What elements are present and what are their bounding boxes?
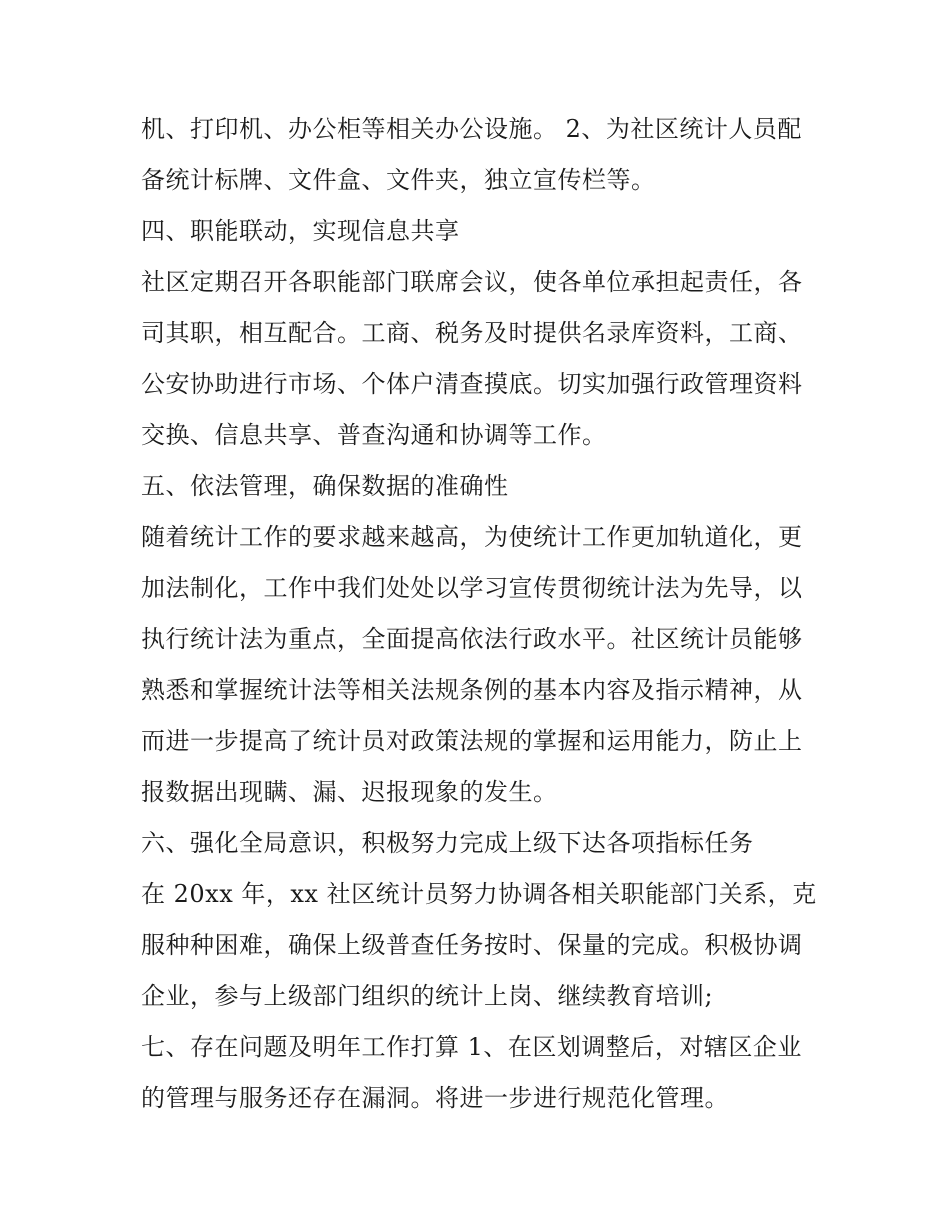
section-heading: 五、依法管理，确保数据的准确性: [141, 472, 509, 500]
text-line: 熟悉和掌握统计法等相关法规条例的基本内容及指示精神，从: [141, 676, 803, 704]
text-line: 机、打印机、办公柜等相关办公设施。 2、为社区统计人员配: [141, 115, 802, 143]
text-line: 随着统计工作的要求越来越高，为使统计工作更加轨道化，更: [141, 523, 803, 551]
text-line: 服种种困难，确保上级普查任务按时、保量的完成。积极协调: [141, 931, 803, 959]
section-heading: 七、存在问题及明年工作打算 1、在区划调整后，对辖区企业: [141, 1033, 802, 1061]
text-line: 而进一步提高了统计员对政策法规的掌握和运用能力，防止上: [141, 727, 803, 755]
text-line: 加法制化，工作中我们处处以学习宣传贯彻统计法为先导，以: [141, 574, 803, 602]
text-line: 在 20xx 年，xx 社区统计员努力协调各相关职能部门关系，克: [141, 880, 817, 908]
text-line: 备统计标牌、文件盒、文件夹，独立宣传栏等。: [141, 166, 656, 194]
text-line: 交换、信息共享、普查沟通和协调等工作。: [141, 421, 607, 449]
text-line: 公安协助进行市场、个体户清查摸底。切实加强行政管理资料: [141, 370, 803, 398]
text-line: 的管理与服务还存在漏洞。将进一步进行规范化管理。: [141, 1084, 729, 1112]
text-line: 司其职，相互配合。工商、税务及时提供名录库资料，工商、: [141, 319, 803, 347]
document-page: [141, 104, 821, 1124]
text-line: 执行统计法为重点，全面提高依法行政水平。社区统计员能够: [141, 625, 803, 653]
text-line: 报数据出现瞒、漏、迟报现象的发生。: [141, 778, 558, 806]
section-heading: 四、职能联动，实现信息共享: [141, 217, 460, 245]
text-line: 企业，参与上级部门组织的统计上岗、继续教育培训;: [141, 982, 714, 1010]
section-heading: 六、强化全局意识，积极努力完成上级下达各项指标任务: [141, 829, 754, 857]
text-line: 社区定期召开各职能部门联席会议，使各单位承担起责任，各: [141, 268, 803, 296]
